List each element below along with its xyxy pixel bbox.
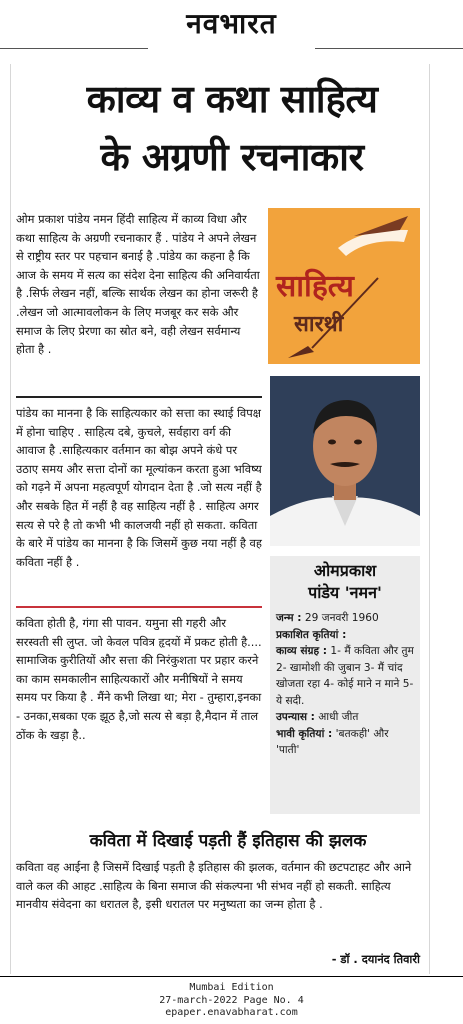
footer-site: epaper.enavabharat.com [165, 1007, 298, 1018]
footer-edition: Mumbai Edition [189, 982, 274, 993]
published-label: प्रकाशित कृतियां : [276, 628, 347, 641]
author-name-line-1: ओमप्रकाश [313, 561, 377, 580]
bio-poetry [276, 643, 414, 709]
footer-date-page: 27-march-2022 Page No. 4 [159, 994, 304, 1006]
novel-label: उपन्यास : [276, 711, 315, 723]
bio-published [276, 627, 414, 644]
headline-line-2: के अग्रणी रचनाकार [100, 135, 364, 179]
poetry-value: 1- मैं कविता और तुम 2- खामोशी की जुबान 3- मैं चांद खोजता रहा 4- कोई माने न माने 5- ये सदी. [276, 645, 414, 707]
subheading: कविता में दिखाई पड़ती हैं इतिहास की झलक [89, 831, 367, 851]
masthead-rule-left [0, 48, 148, 49]
closing-paragraph: कविता वह आईना है जिसमें दिखाई पड़ती है इतिहास की झलक, वर्तमान की छटपटाहट और आने वाले कल की आहट .साहित्य के बिना समाज की संकल्पना भी संभव नहीं हो सकती. साहित्य मानवीय संवेदना का धरातल है, इसी धरातल पर मनुष्यता का जन्म होता है . [16, 860, 412, 912]
author-name-line-2: पांडेय 'नमन' [308, 583, 382, 602]
birth-value: 29 जनवरी 1960 [304, 612, 379, 624]
poem-paragraph: कविता होती है, गंगा सी पावन. यमुना सी गहरी और सरस्वती सी लुप्त. जो केवल पवित्र हृदयों में प्रकट होती है.... सामाजिक कुरीतियों और सत्ता की निरंकुशता पर प्रहार करने का काम समकालीन साहित्यकारों और मनीषियों ने समय समय पर किया है . मैंने कभी लिखा था; मेरा - तुम्हारा,इनका - उनका,सबका एक झूठ है,जो सत्य से बड़ा है,मैदान में ताल ठोंक के खड़ा है.. [16, 616, 262, 742]
poetry-label: काव्य संग्रह : [276, 645, 328, 657]
badge-word-sahitya: साहित्य [276, 269, 354, 304]
intro-paragraph: ओम प्रकाश पांडेय नमन हिंदी साहित्य में काव्य विधा और कथा साहित्य के अग्रणी रचनाकार हैं . पांडेय ने अपने लेखन से राष्ट्रीय स्तर पर पहचान बनाई है .पांडेय का कहना है कि आज के समय में सत्य का संदेश देना साहित्य की अनिवार्यता है .सिर्फ लेखन नहीं, बल्कि सार्थक लेखन का होना जरूरी है .लेखन जो आत्मावलोकन के लिए मजबूर कर सके और समाज के लिए प्रेरणा का स्रोत बने, वही लेखन सर्वमान्य होता है . [16, 212, 260, 357]
edition-footer [0, 982, 463, 1020]
headline-line-1: काव्य व कथा साहित्य [86, 77, 378, 121]
masthead [0, 0, 463, 52]
badge-word-sarthi: सारथी [294, 312, 344, 337]
bio-future [276, 726, 414, 759]
novel-value: आधी जीत [318, 711, 359, 723]
future-label: भावी कृतियां : [276, 727, 333, 740]
footer-rule [0, 976, 463, 977]
sahitya-sarthi-badge [268, 208, 420, 364]
opinion-paragraph: पांडेय का मानना है कि साहित्यकार को सत्ता का स्थाई विपक्ष में होना चाहिए . साहित्य दबे, कुचले, सर्वहारा वर्ग की आवाज है .साहित्यकार वर्तमान का बोझ अपने कंधे पर उठाए समय और सत्ता दोनों का मूल्यांकन करता हुआ भविष्य को गढ़ने में अपना महत्वपूर्ण योगदान देता है .जो सत्य नहीं है और सबके हित में नहीं है वह साहित्य नहीं है . साहित्य अगर सत्य से परे है तो कभी भी कालजयी नहीं हो सकता. कविता के बारे में पांडेय का मानना है कि जिसमें कुछ नया नहीं है वह कविता नहीं है . [16, 406, 262, 569]
bio-novel [276, 709, 414, 726]
newspaper-logo: नवभारत [186, 7, 277, 40]
bio-birth [276, 610, 414, 627]
author-portrait-icon [270, 376, 420, 546]
article-headline [12, 70, 452, 186]
masthead-rule-right [315, 48, 463, 49]
author-bio-box [270, 556, 420, 814]
section-divider-red [16, 606, 262, 608]
future-value: 'बतकही' और 'पाती' [276, 727, 389, 756]
birth-label: जन्म : [276, 612, 302, 624]
author-signature: - डॉ . दयानंद तिवारी [331, 952, 420, 966]
author-photo [270, 376, 420, 546]
section-divider [16, 396, 262, 398]
